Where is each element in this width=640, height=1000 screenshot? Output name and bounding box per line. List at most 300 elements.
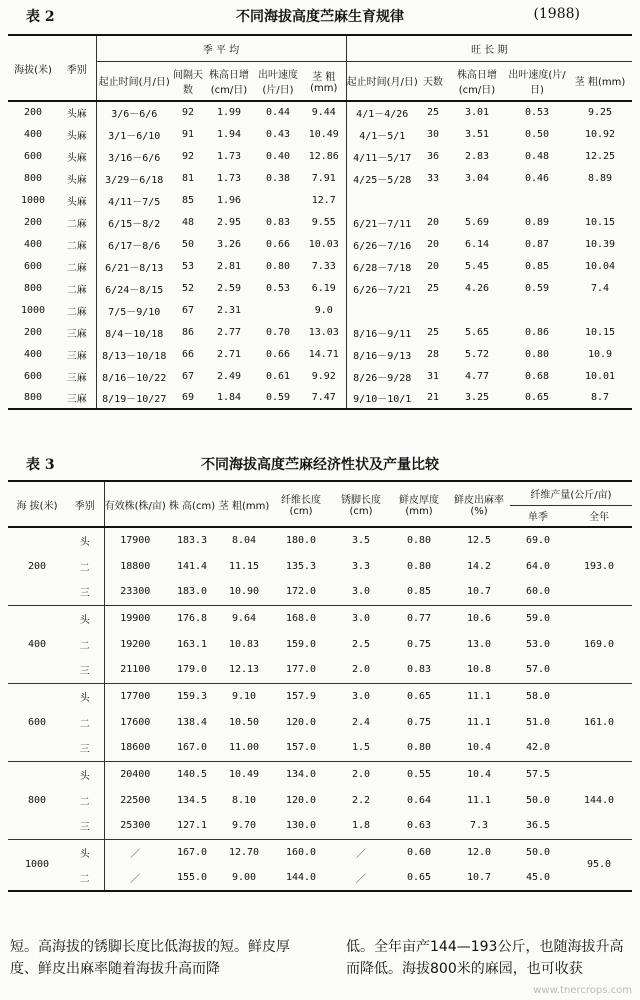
cell-bark-thickness: 0.75 xyxy=(406,716,432,728)
cell-fiber-length: 135.3 xyxy=(285,560,317,572)
table-row xyxy=(8,813,632,839)
cell-season: 三 xyxy=(66,579,104,605)
cell-fiber-ratio: 10.7 xyxy=(448,579,510,605)
cell-stem: 8.10 xyxy=(231,794,257,806)
cell-rust-length: 2.0 xyxy=(332,657,390,683)
cell-peak-height-gain: 5.45 xyxy=(464,260,490,272)
cell-bark-thickness: 0.83 xyxy=(390,657,448,683)
header-leaf-rate: 出叶速度(片/日) xyxy=(258,69,298,96)
cell-peak-leaf-rate: 0.80 xyxy=(524,348,550,360)
cell-fiber-length: 130.0 xyxy=(270,813,332,839)
cell-single-yield: 53.0 xyxy=(525,638,551,650)
cell-stem: 8.04 xyxy=(231,535,257,546)
cell-altitude: 400 xyxy=(23,128,43,140)
growth-table-body xyxy=(8,101,632,409)
cell-height: 183.0 xyxy=(166,579,218,605)
header-height: 株 高(cm) xyxy=(168,500,216,512)
cell-season: 头麻 xyxy=(66,196,87,208)
cell-days: 52 xyxy=(181,282,195,294)
cell-peak-days xyxy=(418,189,448,211)
header-fiber-ratio: 鲜皮出麻率(%) xyxy=(454,495,504,517)
cell-leaf-rate: 0.40 xyxy=(265,150,291,162)
cell-height: 167.0 xyxy=(166,735,218,761)
cell-altitude: 800 xyxy=(23,172,43,184)
cell-stem: 9.44 xyxy=(311,107,336,118)
table-row xyxy=(8,321,632,343)
cell-stem: 14.71 xyxy=(308,348,339,360)
cell-season: 头麻 xyxy=(66,130,87,142)
cell-plants: ／ xyxy=(104,839,166,865)
cell-fiber-ratio: 11.1 xyxy=(466,690,492,702)
cell-start-end: 7/5－9/10 xyxy=(96,299,172,321)
cell-stem: 9.00 xyxy=(218,865,270,891)
cell-peak-stem: 10.15 xyxy=(584,216,616,228)
cell-peak-start-end: 8/16－9/11 xyxy=(346,321,418,343)
cell-season: 头麻 xyxy=(66,152,87,164)
cell-peak-stem: 7.4 xyxy=(590,282,610,294)
table-row xyxy=(8,787,632,813)
cell-altitude: 200 xyxy=(8,527,66,605)
cell-peak-height-gain: 2.83 xyxy=(464,150,490,162)
cell-peak-height-gain: 5.69 xyxy=(464,216,490,228)
cell-peak-leaf-rate: 0.46 xyxy=(524,172,550,184)
cell-height: 159.3 xyxy=(176,690,208,702)
cell-season: 二麻 xyxy=(66,218,87,230)
yield-table-body xyxy=(8,527,632,891)
cell-peak-leaf-rate: 0.53 xyxy=(524,107,550,118)
cell-peak-days: 20 xyxy=(426,238,440,250)
cell-leaf-rate: 0.38 xyxy=(265,172,291,184)
cell-annual-yield: 161.0 xyxy=(566,683,632,761)
cell-height: 163.1 xyxy=(176,638,208,650)
cell-days: 85 xyxy=(181,194,195,206)
cell-peak-stem xyxy=(568,299,632,321)
cell-season: 二麻 xyxy=(66,306,87,318)
cell-plants: 17700 xyxy=(104,683,166,709)
cell-plants: 20400 xyxy=(104,761,166,787)
cell-stem: 10.03 xyxy=(308,238,339,250)
cell-days: 67 xyxy=(181,370,195,382)
cell-days: 91 xyxy=(181,128,195,140)
cell-peak-stem: 10.04 xyxy=(584,260,616,272)
table-row xyxy=(8,101,632,123)
cell-peak-start-end: 4/11－5/17 xyxy=(346,145,418,167)
cell-season: 三麻 xyxy=(66,350,87,362)
cell-peak-days: 20 xyxy=(426,216,440,228)
cell-leaf-rate: 0.59 xyxy=(265,392,291,403)
cell-days: 48 xyxy=(181,216,195,228)
table-row xyxy=(8,761,632,787)
cell-rust-length: 3.5 xyxy=(351,535,371,546)
cell-peak-days: 30 xyxy=(426,128,440,140)
cell-single-yield: 64.0 xyxy=(525,560,551,572)
cell-peak-days: 28 xyxy=(426,348,440,360)
table-row xyxy=(8,631,632,657)
cell-fiber-ratio: 7.3 xyxy=(448,813,510,839)
table-row xyxy=(8,211,632,233)
table1-number: 表 2 xyxy=(26,9,55,25)
table2-heading xyxy=(0,448,640,476)
cell-altitude: 600 xyxy=(23,260,43,272)
cell-annual-yield: 144.0 xyxy=(566,761,632,839)
cell-peak-days: 31 xyxy=(426,370,440,382)
cell-bark-thickness: 0.63 xyxy=(390,813,448,839)
cell-start-end: 8/19－10/27 xyxy=(96,387,172,409)
cell-peak-start-end: 6/26－7/21 xyxy=(346,277,418,299)
cell-start-end: 3/16－6/6 xyxy=(96,145,172,167)
cell-height-gain: 1.73 xyxy=(216,172,242,184)
body-text-right: 低。全年亩产144—193公斤，也随海拔升高而降低。海拔800米的麻园，也可收获 xyxy=(346,939,624,977)
growth-table xyxy=(8,34,632,410)
cell-height-gain: 3.26 xyxy=(216,238,242,250)
cell-plants: 23300 xyxy=(104,579,166,605)
cell-season: 三麻 xyxy=(66,328,87,340)
cell-peak-leaf-rate: 0.59 xyxy=(524,282,550,294)
cell-height-gain: 2.81 xyxy=(216,260,242,272)
header-peak-leaf-rate: 出叶速度(片/日) xyxy=(508,69,566,96)
cell-single-yield: 57.5 xyxy=(525,768,551,780)
cell-peak-stem: 9.25 xyxy=(587,107,613,118)
table2-title: 不同海拔高度苎麻经济性状及产量比较 xyxy=(201,457,439,473)
cell-peak-stem: 10.01 xyxy=(584,370,616,382)
cell-fiber-ratio: 14.2 xyxy=(466,560,492,572)
cell-rust-length: 3.0 xyxy=(351,612,371,624)
header-peak-days: 天数 xyxy=(423,77,443,89)
header-season-average: 季 平 均 xyxy=(96,35,346,61)
cell-height-gain: 2.49 xyxy=(216,370,242,382)
cell-peak-stem: 8.7 xyxy=(590,392,610,403)
header-altitude: 海 拔(米) xyxy=(16,500,58,512)
cell-rust-length: 3.0 xyxy=(332,579,390,605)
cell-fiber-length: 134.0 xyxy=(285,768,317,780)
cell-altitude: 400 xyxy=(23,238,43,250)
cell-height: 155.0 xyxy=(166,865,218,891)
cell-fiber-length: 168.0 xyxy=(285,612,317,624)
cell-height-gain: 1.73 xyxy=(216,150,242,162)
cell-leaf-rate: 0.80 xyxy=(265,260,291,272)
cell-plants: 17600 xyxy=(104,709,166,735)
cell-peak-days: 21 xyxy=(426,392,440,403)
table-row xyxy=(8,527,632,553)
cell-start-end: 8/4－10/18 xyxy=(96,321,172,343)
table2-number: 表 3 xyxy=(26,457,55,473)
cell-altitude: 1000 xyxy=(20,304,46,316)
header-fiber-yield: 纤维产量(公斤/亩) xyxy=(510,481,632,505)
header-fiber-length: 纤维长度(cm) xyxy=(281,495,321,517)
body-text-left: 短。高海拔的锈脚长度比低海拔的短。鲜皮厚度、鲜皮出麻率随着海拔升高而降 xyxy=(10,939,290,977)
cell-height-gain: 1.94 xyxy=(216,128,242,140)
cell-rust-length: 3.0 xyxy=(351,690,371,702)
cell-annual-yield: 95.0 xyxy=(566,839,632,891)
cell-fiber-ratio: 12.0 xyxy=(466,846,492,858)
cell-season: 头麻 xyxy=(66,109,87,120)
cell-height: 127.1 xyxy=(166,813,218,839)
cell-single-yield: 58.0 xyxy=(525,690,551,702)
cell-peak-start-end: 9/10－10/1 xyxy=(346,387,418,409)
cell-single-yield: 42.0 xyxy=(510,735,566,761)
table-row xyxy=(8,683,632,709)
cell-stem: 12.86 xyxy=(308,150,339,162)
cell-season: 头 xyxy=(79,848,90,860)
cell-leaf-rate: 0.70 xyxy=(265,326,291,338)
cell-leaf-rate xyxy=(254,189,302,211)
cell-peak-stem: 12.25 xyxy=(584,150,616,162)
cell-season: 二 xyxy=(79,718,90,730)
cell-peak-height-gain: 3.51 xyxy=(464,128,490,140)
cell-altitude: 200 xyxy=(23,216,43,228)
cell-stem: 12.70 xyxy=(228,846,260,858)
cell-bark-thickness: 0.80 xyxy=(390,735,448,761)
cell-rust-length: ／ xyxy=(332,865,390,891)
cell-height-gain: 2.71 xyxy=(216,348,242,360)
cell-fiber-length: 160.0 xyxy=(285,846,317,858)
table-row xyxy=(8,365,632,387)
cell-plants: 21100 xyxy=(104,657,166,683)
cell-height: 140.5 xyxy=(176,768,208,780)
cell-peak-leaf-rate: 0.68 xyxy=(524,370,550,382)
table-row xyxy=(8,145,632,167)
cell-fiber-ratio: 10.4 xyxy=(448,735,510,761)
cell-peak-stem: 10.92 xyxy=(584,128,616,140)
cell-peak-days: 20 xyxy=(426,260,440,272)
cell-single-yield: 50.0 xyxy=(525,846,551,858)
cell-peak-start-end: 6/21－7/11 xyxy=(346,211,418,233)
cell-start-end: 6/24－8/15 xyxy=(96,277,172,299)
cell-start-end: 3/29－6/18 xyxy=(96,167,172,189)
cell-fiber-length: 120.0 xyxy=(285,794,317,806)
cell-days: 66 xyxy=(181,348,195,360)
cell-rust-length: ／ xyxy=(356,848,366,860)
cell-fiber-length: 157.9 xyxy=(285,690,317,702)
cell-rust-length: 2.4 xyxy=(351,716,371,728)
cell-start-end: 8/16－10/22 xyxy=(96,365,172,387)
cell-start-end: 3/1－6/10 xyxy=(96,123,172,145)
cell-height: 179.0 xyxy=(166,657,218,683)
header-peak-height-gain: 株高日增(cm/日) xyxy=(457,69,497,96)
cell-leaf-rate xyxy=(254,299,302,321)
cell-peak-leaf-rate: 0.87 xyxy=(524,238,550,250)
cell-bark-thickness: 0.77 xyxy=(406,612,432,624)
cell-altitude: 1000 xyxy=(20,194,46,206)
cell-bark-thickness: 0.80 xyxy=(406,535,432,546)
cell-fiber-ratio: 10.4 xyxy=(466,768,492,780)
cell-peak-days: 33 xyxy=(426,172,440,184)
cell-fiber-length: 157.0 xyxy=(270,735,332,761)
cell-peak-start-end: 4/1－5/1 xyxy=(346,123,418,145)
table-row xyxy=(8,189,632,211)
cell-season: 二 xyxy=(79,796,90,808)
cell-stem: 9.0 xyxy=(314,304,333,316)
cell-height-gain: 2.31 xyxy=(216,304,242,316)
header-stem: 茎 粗(mm) xyxy=(310,71,338,94)
header-rust-length: 锈脚长度(cm) xyxy=(341,495,381,517)
cell-height-gain: 1.84 xyxy=(216,392,242,403)
cell-season: 头麻 xyxy=(66,174,87,186)
cell-fiber-length: 120.0 xyxy=(285,716,317,728)
table1-heading xyxy=(0,0,640,28)
cell-start-end: 6/15－8/2 xyxy=(96,211,172,233)
cell-bark-thickness: 0.75 xyxy=(406,638,432,650)
table-row xyxy=(8,865,632,891)
cell-peak-stem: 10.15 xyxy=(584,326,616,338)
cell-days: 92 xyxy=(181,150,195,162)
cell-altitude: 600 xyxy=(23,370,43,382)
cell-annual-yield: 193.0 xyxy=(566,527,632,605)
table1-year: (1988) xyxy=(533,6,580,22)
table-row xyxy=(8,343,632,365)
cell-bark-thickness: 0.64 xyxy=(406,794,432,806)
watermark: www.tnercrops.com xyxy=(533,985,632,996)
header-start-end: 起止时间(月/日) xyxy=(96,61,172,101)
cell-peak-height-gain: 3.01 xyxy=(464,107,490,118)
header-bark-thickness: 鲜皮厚度(mm) xyxy=(399,495,439,517)
cell-stem: 7.47 xyxy=(311,392,336,403)
cell-altitude: 800 xyxy=(8,761,66,839)
cell-season: 三 xyxy=(66,813,104,839)
header-days: 间隔天数 xyxy=(173,69,203,96)
table-row xyxy=(8,579,632,605)
cell-altitude: 800 xyxy=(23,392,43,403)
cell-peak-days: 36 xyxy=(426,150,440,162)
cell-peak-height-gain: 5.72 xyxy=(464,348,490,360)
cell-season: 三麻 xyxy=(66,372,87,384)
cell-plants: 18800 xyxy=(104,553,166,579)
cell-plants: 25300 xyxy=(104,813,166,839)
cell-plants: 19200 xyxy=(104,631,166,657)
cell-single-yield: 60.0 xyxy=(510,579,566,605)
table1-title: 不同海拔高度苎麻生育规律 xyxy=(236,9,404,25)
cell-single-yield: 36.5 xyxy=(510,813,566,839)
cell-height-gain: 1.96 xyxy=(216,194,242,206)
cell-stem: 9.92 xyxy=(311,370,336,382)
cell-fiber-length: 159.0 xyxy=(285,638,317,650)
cell-stem: 9.70 xyxy=(218,813,270,839)
cell-days: 81 xyxy=(181,172,195,184)
cell-plants: 22500 xyxy=(104,787,166,813)
cell-peak-height-gain: 4.77 xyxy=(464,370,490,382)
table-row xyxy=(8,709,632,735)
cell-peak-height-gain: 3.25 xyxy=(464,392,490,403)
cell-rust-length: 2.5 xyxy=(351,638,371,650)
cell-leaf-rate: 0.43 xyxy=(265,128,291,140)
header-peak-growth: 旺 长 期 xyxy=(346,35,632,61)
cell-season: 三 xyxy=(66,657,104,683)
cell-stem: 9.64 xyxy=(231,612,257,624)
cell-start-end: 8/13－10/18 xyxy=(96,343,172,365)
cell-plants: 17900 xyxy=(104,527,166,553)
cell-stem: 7.33 xyxy=(311,260,336,272)
header-annual: 全年 xyxy=(589,512,609,524)
cell-height: 138.4 xyxy=(176,716,208,728)
cell-rust-length: 2.2 xyxy=(351,794,371,806)
cell-peak-leaf-rate: 0.89 xyxy=(524,216,550,228)
cell-single-yield: 51.0 xyxy=(525,716,551,728)
cell-leaf-rate: 0.83 xyxy=(265,216,291,228)
cell-peak-stem: 10.9 xyxy=(587,348,613,360)
cell-days: 50 xyxy=(181,238,195,250)
cell-bark-thickness: 0.65 xyxy=(390,865,448,891)
cell-leaf-rate: 0.66 xyxy=(265,238,291,250)
cell-peak-start-end: 8/16－9/13 xyxy=(346,343,418,365)
cell-fiber-ratio: 13.0 xyxy=(466,638,492,650)
cell-season: 二麻 xyxy=(66,284,87,296)
cell-stem: 9.10 xyxy=(231,690,257,702)
cell-height-gain: 1.99 xyxy=(216,107,242,118)
cell-peak-start-end: 6/28－7/18 xyxy=(346,255,418,277)
cell-start-end: 4/11－7/5 xyxy=(96,189,172,211)
cell-days: 92 xyxy=(181,107,195,118)
cell-height-gain: 2.95 xyxy=(216,216,242,228)
cell-days: 67 xyxy=(181,304,195,316)
cell-stem: 6.19 xyxy=(311,282,336,294)
header-peak-start-end: 起止时间(月/日) xyxy=(346,61,418,101)
cell-leaf-rate: 0.66 xyxy=(265,348,291,360)
cell-fiber-length: 177.0 xyxy=(270,657,332,683)
cell-peak-days xyxy=(418,299,448,321)
cell-peak-leaf-rate: 0.48 xyxy=(524,150,550,162)
cell-altitude: 800 xyxy=(23,282,43,294)
cell-peak-height-gain: 4.26 xyxy=(464,282,490,294)
cell-stem: 11.15 xyxy=(228,560,260,572)
cell-days: 86 xyxy=(181,326,195,338)
header-single-season: 单季 xyxy=(528,512,548,524)
cell-stem: 10.49 xyxy=(308,128,339,140)
cell-height-gain: 2.77 xyxy=(216,326,242,338)
cell-peak-start-end: 4/25－5/28 xyxy=(346,167,418,189)
cell-season: 头 xyxy=(79,537,90,548)
cell-plants: 19900 xyxy=(104,605,166,631)
cell-plants: 18600 xyxy=(104,735,166,761)
cell-fiber-length: 144.0 xyxy=(270,865,332,891)
cell-altitude: 400 xyxy=(23,348,43,360)
cell-peak-leaf-rate xyxy=(506,299,568,321)
cell-leaf-rate: 0.53 xyxy=(265,282,291,294)
table-row xyxy=(8,167,632,189)
cell-days: 53 xyxy=(181,260,195,272)
cell-season: 头 xyxy=(79,770,90,782)
cell-plants: ／ xyxy=(104,865,166,891)
cell-fiber-ratio: 11.1 xyxy=(466,716,492,728)
header-plants: 有效株(株/亩) xyxy=(104,481,166,527)
cell-single-yield: 57.0 xyxy=(510,657,566,683)
cell-peak-stem: 8.89 xyxy=(587,172,613,184)
cell-stem: 13.03 xyxy=(308,326,339,338)
table-row xyxy=(8,605,632,631)
cell-start-end: 6/17－8/6 xyxy=(96,233,172,255)
cell-fiber-ratio: 10.6 xyxy=(466,612,492,624)
cell-stem: 7.91 xyxy=(311,172,336,184)
cell-bark-thickness: 0.55 xyxy=(406,768,432,780)
header-peak-stem: 茎 粗(mm) xyxy=(574,77,626,89)
cell-season: 三麻 xyxy=(66,394,87,405)
cell-single-yield: 59.0 xyxy=(525,612,551,624)
cell-stem: 10.50 xyxy=(228,716,260,728)
cell-peak-stem xyxy=(568,189,632,211)
cell-annual-yield: 169.0 xyxy=(566,605,632,683)
cell-stem: 10.83 xyxy=(228,638,260,650)
cell-season: 二 xyxy=(79,562,90,574)
cell-single-yield: 45.0 xyxy=(510,865,566,891)
cell-peak-days: 25 xyxy=(426,326,440,338)
cell-altitude: 600 xyxy=(8,683,66,761)
cell-stem: 12.13 xyxy=(218,657,270,683)
cell-rust-length: 1.5 xyxy=(332,735,390,761)
cell-season: 二麻 xyxy=(66,240,87,252)
table-row xyxy=(8,553,632,579)
cell-peak-stem: 10.39 xyxy=(584,238,616,250)
cell-altitude: 1000 xyxy=(8,839,66,891)
cell-fiber-length: 180.0 xyxy=(285,535,317,546)
